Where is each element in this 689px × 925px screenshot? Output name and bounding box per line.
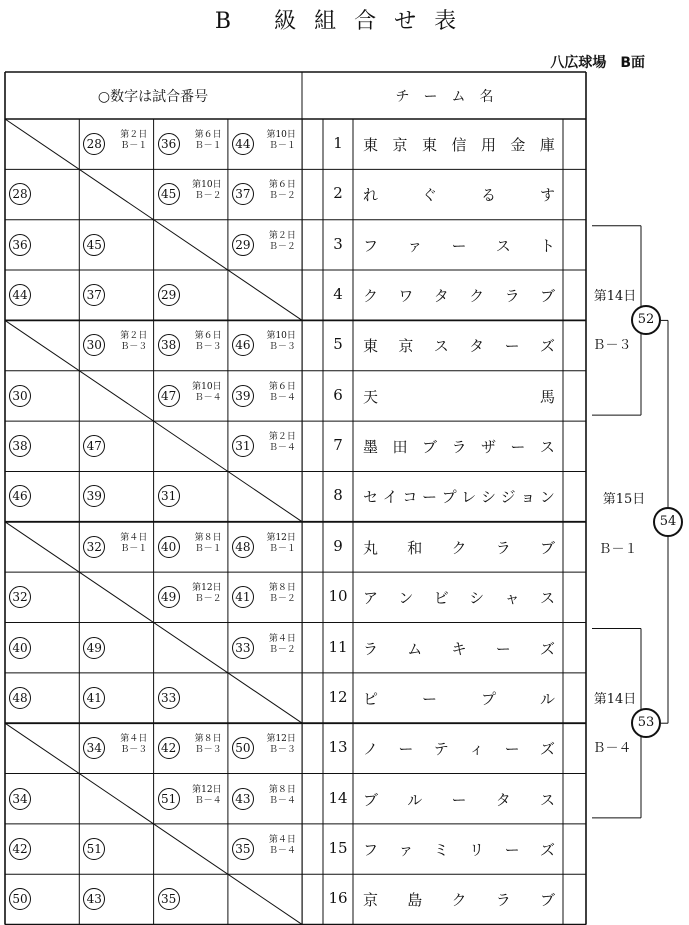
match-day: 第４日: [268, 633, 296, 644]
match-schedule-note: [188, 130, 222, 152]
match-number-30: 30: [9, 385, 31, 407]
match-number-31: 31: [232, 435, 254, 457]
match-court: Ｂ－２: [268, 191, 296, 202]
match-number-42: 42: [158, 737, 180, 759]
team-number: 6: [333, 385, 343, 404]
match-number-35: 35: [158, 888, 180, 910]
match-number-48: 48: [9, 687, 31, 709]
match-day: 第８日: [194, 734, 222, 745]
match-schedule-note: [262, 382, 296, 404]
match-day: 第６日: [194, 331, 222, 342]
match-number-37: 37: [232, 183, 254, 205]
match-number-39: 39: [83, 485, 105, 507]
match-number-44: 44: [232, 133, 254, 155]
match-number-41: 41: [232, 586, 254, 608]
match-schedule-note: [262, 835, 296, 857]
team-number: 10: [328, 587, 348, 606]
match-schedule-note: [113, 331, 147, 353]
team-name: ノ ー テ ィ ー ズ: [363, 740, 555, 759]
page-title: B 級組合せ表: [214, 9, 475, 34]
match-schedule-note: [262, 734, 296, 756]
team-name: ピ ー プ ル: [363, 689, 555, 708]
match-number-45: 45: [158, 183, 180, 205]
match-54-day: 第15日: [602, 491, 646, 507]
team-name: ラ ム キ ー ズ: [363, 639, 555, 658]
team-name: 東 京 東 信 用 金 庫: [363, 136, 555, 154]
match-court: Ｂ－３: [194, 745, 222, 756]
match-number-46: 46: [9, 485, 31, 507]
match-day: 第10日: [192, 381, 222, 392]
match-court: Ｂ－２: [194, 594, 222, 605]
match-court: Ｂ－４: [268, 443, 296, 454]
match-number-33: 33: [158, 687, 180, 709]
match-number-31: 31: [158, 485, 180, 507]
match-day: 第12日: [266, 532, 296, 543]
match-day: 第８日: [194, 532, 222, 543]
match-day: 第12日: [192, 583, 222, 594]
match-day: 第６日: [194, 130, 222, 140]
venue-label: 八広球場 B面: [550, 55, 645, 71]
match-number-29: 29: [158, 284, 180, 306]
team-number: 16: [328, 889, 348, 908]
match-number-40: 40: [158, 536, 180, 558]
match-court: Ｂ－３: [120, 745, 148, 756]
team-number: 7: [333, 436, 343, 455]
match-schedule-note: [262, 634, 296, 656]
match-number-49: 49: [158, 586, 180, 608]
match-number-36: 36: [9, 234, 31, 256]
match-number-34: 34: [83, 737, 105, 759]
match-court: Ｂ－３: [268, 342, 296, 353]
match-schedule-note: [188, 734, 222, 756]
team-number: 4: [333, 285, 343, 304]
match-number-46: 46: [232, 334, 254, 356]
match-day: 第12日: [266, 734, 296, 745]
match-number-28: 28: [83, 133, 105, 155]
match-day: 第10日: [266, 331, 296, 342]
team-name: フ ァ ミ リ ー ズ: [363, 840, 555, 859]
match-number-29: 29: [232, 234, 254, 256]
match-number-42: 42: [9, 838, 31, 860]
match-number-50: 50: [232, 737, 254, 759]
match-day: 第２日: [268, 432, 296, 443]
match-number-49: 49: [83, 637, 105, 659]
match-day: 第10日: [266, 130, 296, 140]
match-schedule-note: [262, 180, 296, 202]
match-53-court: Ｂ－４: [592, 741, 632, 757]
match-number-39: 39: [232, 385, 254, 407]
match-schedule-note: [113, 130, 147, 152]
match-number-34: 34: [9, 788, 31, 810]
match-number-38: 38: [9, 435, 31, 457]
match-number-32: 32: [83, 536, 105, 558]
match-number-28: 28: [9, 183, 31, 205]
legend-header: ○数字は試合番号: [97, 89, 209, 105]
team-name: 東 京 ス タ ー ズ: [363, 337, 555, 356]
team-name: 天 馬: [363, 387, 555, 406]
match-number-33: 33: [232, 637, 254, 659]
match-number-41: 41: [83, 687, 105, 709]
match-court: Ｂ－１: [268, 543, 296, 554]
final-match-54: 54: [653, 507, 683, 537]
team-name: 墨 田 ブ ラ ザ ー ス: [363, 438, 555, 457]
match-53-day: 第14日: [593, 692, 637, 708]
match-number-37: 37: [83, 284, 105, 306]
team-name: れ ぐ る す: [363, 186, 555, 205]
match-number-48: 48: [232, 536, 254, 558]
match-court: Ｂ－４: [194, 795, 222, 806]
match-number-32: 32: [9, 586, 31, 608]
team-name: ア ン ビ シ ャ ス: [363, 589, 555, 608]
match-court: Ｂ－１: [194, 543, 222, 554]
match-number-51: 51: [158, 788, 180, 810]
team-number: 3: [333, 234, 343, 253]
final-match-53: 53: [631, 708, 661, 738]
team-number: 5: [333, 335, 343, 354]
match-number-43: 43: [232, 788, 254, 810]
match-number-43: 43: [83, 888, 105, 910]
match-court: Ｂ－２: [268, 594, 296, 605]
match-court: Ｂ－２: [268, 644, 296, 655]
match-court: Ｂ－４: [268, 795, 296, 806]
match-schedule-note: [188, 533, 222, 555]
match-court: Ｂ－３: [194, 342, 222, 353]
match-52-day: 第14日: [593, 289, 637, 305]
match-schedule-note: [188, 180, 222, 202]
match-number-38: 38: [158, 334, 180, 356]
team-name: 京 島 ク ラ ブ: [363, 891, 555, 910]
match-schedule-note: [262, 331, 296, 353]
match-day: 第４日: [268, 834, 296, 845]
match-number-50: 50: [9, 888, 31, 910]
match-schedule-note: [262, 785, 296, 807]
team-name: セ イ コ ー プ レ シ ジ ョ ン: [363, 488, 555, 507]
match-day: 第12日: [192, 784, 222, 795]
match-number-40: 40: [9, 637, 31, 659]
team-number: 9: [333, 536, 343, 555]
team-name: フ ァ ー ス ト: [363, 236, 555, 255]
match-day: 第４日: [120, 734, 148, 745]
match-schedule-note: [113, 533, 147, 555]
team-column-header: チ ー ム 名: [395, 89, 494, 105]
match-schedule-note: [262, 432, 296, 454]
match-day: 第２日: [120, 130, 148, 140]
match-day: 第２日: [120, 331, 148, 342]
match-number-36: 36: [158, 133, 180, 155]
team-number: 8: [333, 486, 343, 505]
match-schedule-note: [113, 734, 147, 756]
match-day: 第６日: [268, 180, 296, 191]
match-schedule-note: [188, 583, 222, 605]
match-day: 第10日: [192, 180, 222, 191]
team-name: 丸 和 ク ラ ブ: [363, 538, 555, 557]
match-number-30: 30: [83, 334, 105, 356]
match-day: 第６日: [268, 381, 296, 392]
match-number-51: 51: [83, 838, 105, 860]
team-number: 12: [328, 687, 348, 706]
match-54-court: Ｂ－１: [598, 541, 638, 557]
team-number: 11: [328, 637, 348, 656]
team-number: 13: [328, 738, 348, 757]
match-court: Ｂ－１: [120, 543, 148, 554]
match-number-44: 44: [9, 284, 31, 306]
team-name: ブ ル ー タ ス: [363, 790, 555, 809]
match-schedule-note: [262, 130, 296, 152]
match-day: 第８日: [268, 784, 296, 795]
match-schedule-note: [188, 785, 222, 807]
match-schedule-note: [188, 382, 222, 404]
team-name: ク ワ タ ク ラ ブ: [363, 287, 555, 306]
match-number-47: 47: [158, 385, 180, 407]
team-number: 15: [328, 838, 348, 857]
match-court: Ｂ－４: [268, 392, 296, 403]
match-schedule-note: [262, 533, 296, 555]
match-court: Ｂ－１: [268, 141, 296, 151]
match-schedule-note: [262, 583, 296, 605]
match-court: Ｂ－１: [120, 141, 148, 151]
match-day: 第２日: [268, 230, 296, 241]
match-52-court: Ｂ－３: [592, 338, 632, 354]
match-court: Ｂ－４: [194, 392, 222, 403]
final-match-52: 52: [631, 305, 661, 335]
team-number: 1: [333, 134, 343, 152]
match-schedule-note: [188, 331, 222, 353]
match-number-45: 45: [83, 234, 105, 256]
match-day: 第４日: [120, 532, 148, 543]
match-number-35: 35: [232, 838, 254, 860]
match-schedule-note: [262, 231, 296, 253]
match-court: Ｂ－３: [120, 342, 148, 353]
team-number: 2: [333, 184, 343, 203]
match-number-47: 47: [83, 435, 105, 457]
match-court: Ｂ－１: [194, 141, 222, 151]
match-day: 第８日: [268, 583, 296, 594]
match-court: Ｂ－３: [268, 745, 296, 756]
match-court: Ｂ－４: [268, 845, 296, 856]
match-court: Ｂ－２: [268, 241, 296, 252]
team-number: 14: [328, 788, 348, 807]
match-court: Ｂ－２: [194, 191, 222, 202]
